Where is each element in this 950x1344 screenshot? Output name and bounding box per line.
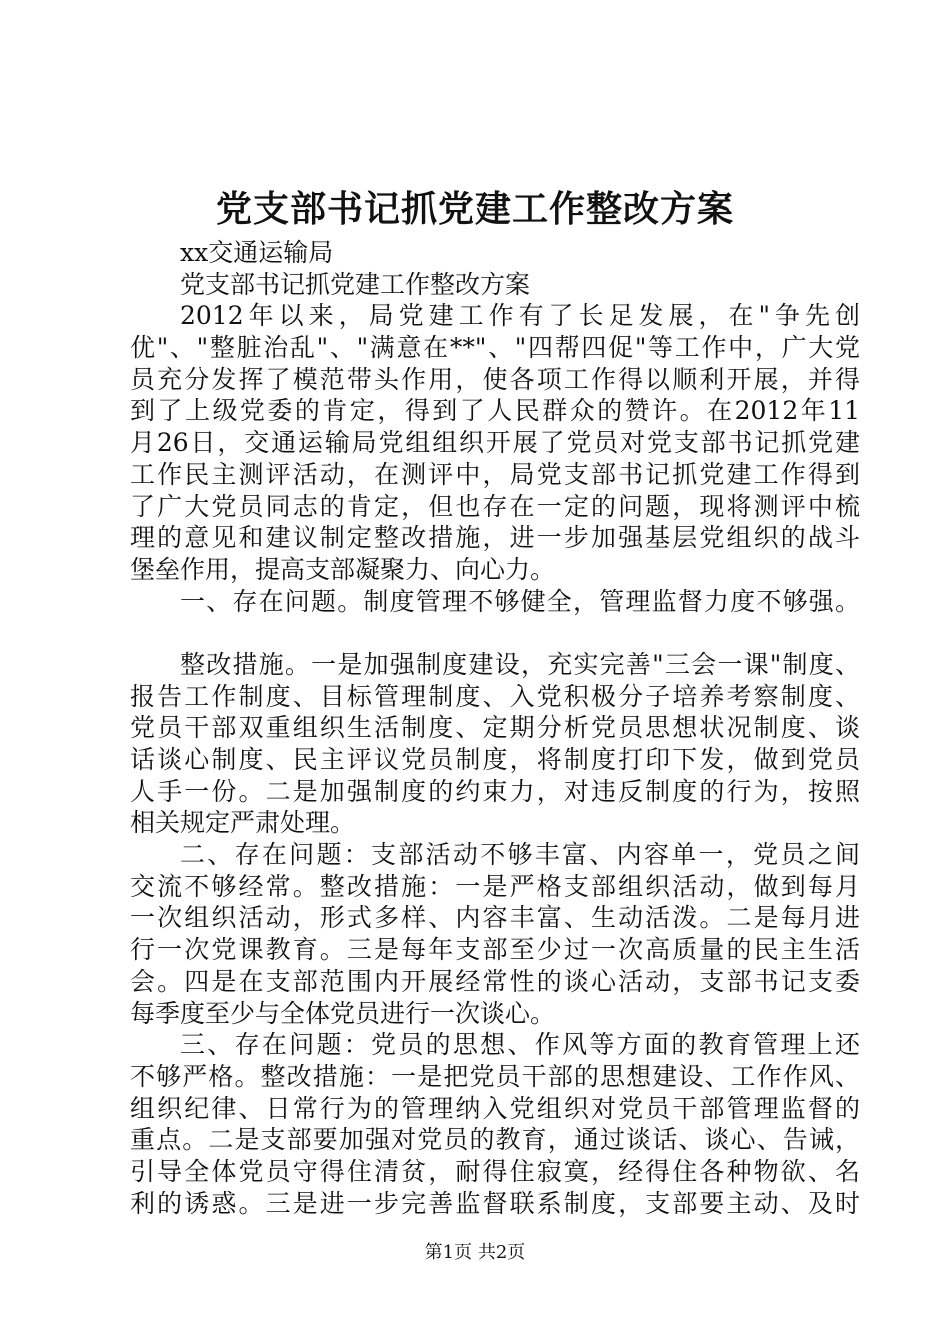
body-line: 了广大党员同志的肯定，但也存在一定的问题，现将测评中梳 — [130, 491, 860, 521]
body-line: 到了上级党委的肯定，得到了人民群众的赞许。在2012年11 — [130, 396, 860, 426]
body-line: 话谈心制度、民主评议党员制度，将制度打印下发，做到党员 — [130, 745, 860, 774]
body-line: 党支部书记抓党建工作整改方案 — [180, 269, 531, 299]
body-line: 堡垒作用，提高支部凝聚力、向心力。 — [130, 554, 556, 584]
body-line: 人手一份。二是加强制度的约束力，对违反制度的行为，按照 — [130, 776, 860, 806]
body-line: 引导全体党员守得住清贫，耐得住寂寞，经得住各种物欲、名 — [130, 1156, 860, 1186]
body-line: 重点。二是支部要加强对党员的教育，通过谈话、谈心、告诫， — [130, 1125, 860, 1155]
page-number: 第1页 共2页 — [424, 1242, 526, 1263]
body-line: 二、存在问题：支部活动不够丰富、内容单一，党员之间 — [180, 840, 860, 870]
document-title: 党支部书记抓党建工作整改方案 — [215, 188, 734, 230]
body-line: 利的诱惑。三是进一步完善监督联系制度，支部要主动、及时 — [130, 1188, 860, 1218]
body-line: 一次组织活动，形式多样、内容丰富、生动活泼。二是每月进 — [130, 903, 860, 933]
blank-line — [130, 617, 860, 649]
body-line: 行一次党课教育。三是每年支部至少过一次高质量的民主生活 — [130, 935, 860, 965]
body-line: 党员干部双重组织生活制度、定期分析党员思想状况制度、谈 — [130, 713, 860, 743]
body-line: 员充分发挥了模范带头作用，使各项工作得以顺利开展，并得 — [130, 364, 860, 394]
document-body — [130, 237, 860, 1219]
body-line: 一、存在问题。制度管理不够健全，管理监督力度不够强。 — [180, 586, 860, 616]
body-line: 2012年以来，局党建工作有了长足发展，在"争先创 — [180, 301, 860, 331]
body-line: 每季度至少与全体党员进行一次谈心。 — [130, 998, 556, 1028]
body-line: 整改措施。一是加强制度建设，充实完善"三会一课"制度、 — [180, 649, 860, 679]
body-line: xx交通运输局 — [180, 238, 334, 267]
body-line: 相关规定严肃处理。 — [130, 808, 356, 838]
body-line: 交流不够经常。整改措施：一是严格支部组织活动，做到每月 — [130, 871, 860, 901]
body-line: 会。四是在支部范围内开展经常性的谈心活动，支部书记支委 — [130, 966, 860, 996]
body-line: 报告工作制度、目标管理制度、入党积极分子培养考察制度、 — [130, 681, 860, 711]
body-line: 三、存在问题：党员的思想、作风等方面的教育管理上还 — [180, 1030, 860, 1060]
body-line: 组织纪律、日常行为的管理纳入党组织对党员干部管理监督的 — [130, 1093, 860, 1123]
body-line: 月26日，交通运输局党组组织开展了党员对党支部书记抓党建 — [130, 428, 860, 458]
body-line: 理的意见和建议制定整改措施，进一步加强基层党组织的战斗 — [130, 523, 860, 553]
body-line: 工作民主测评活动，在测评中，局党支部书记抓党建工作得到 — [130, 459, 860, 489]
body-line: 不够严格。整改措施：一是把党员干部的思想建设、工作作风、 — [130, 1061, 860, 1091]
body-line: 优"、"整脏治乱"、"满意在**"、"四帮四促"等工作中，广大党 — [130, 333, 860, 363]
